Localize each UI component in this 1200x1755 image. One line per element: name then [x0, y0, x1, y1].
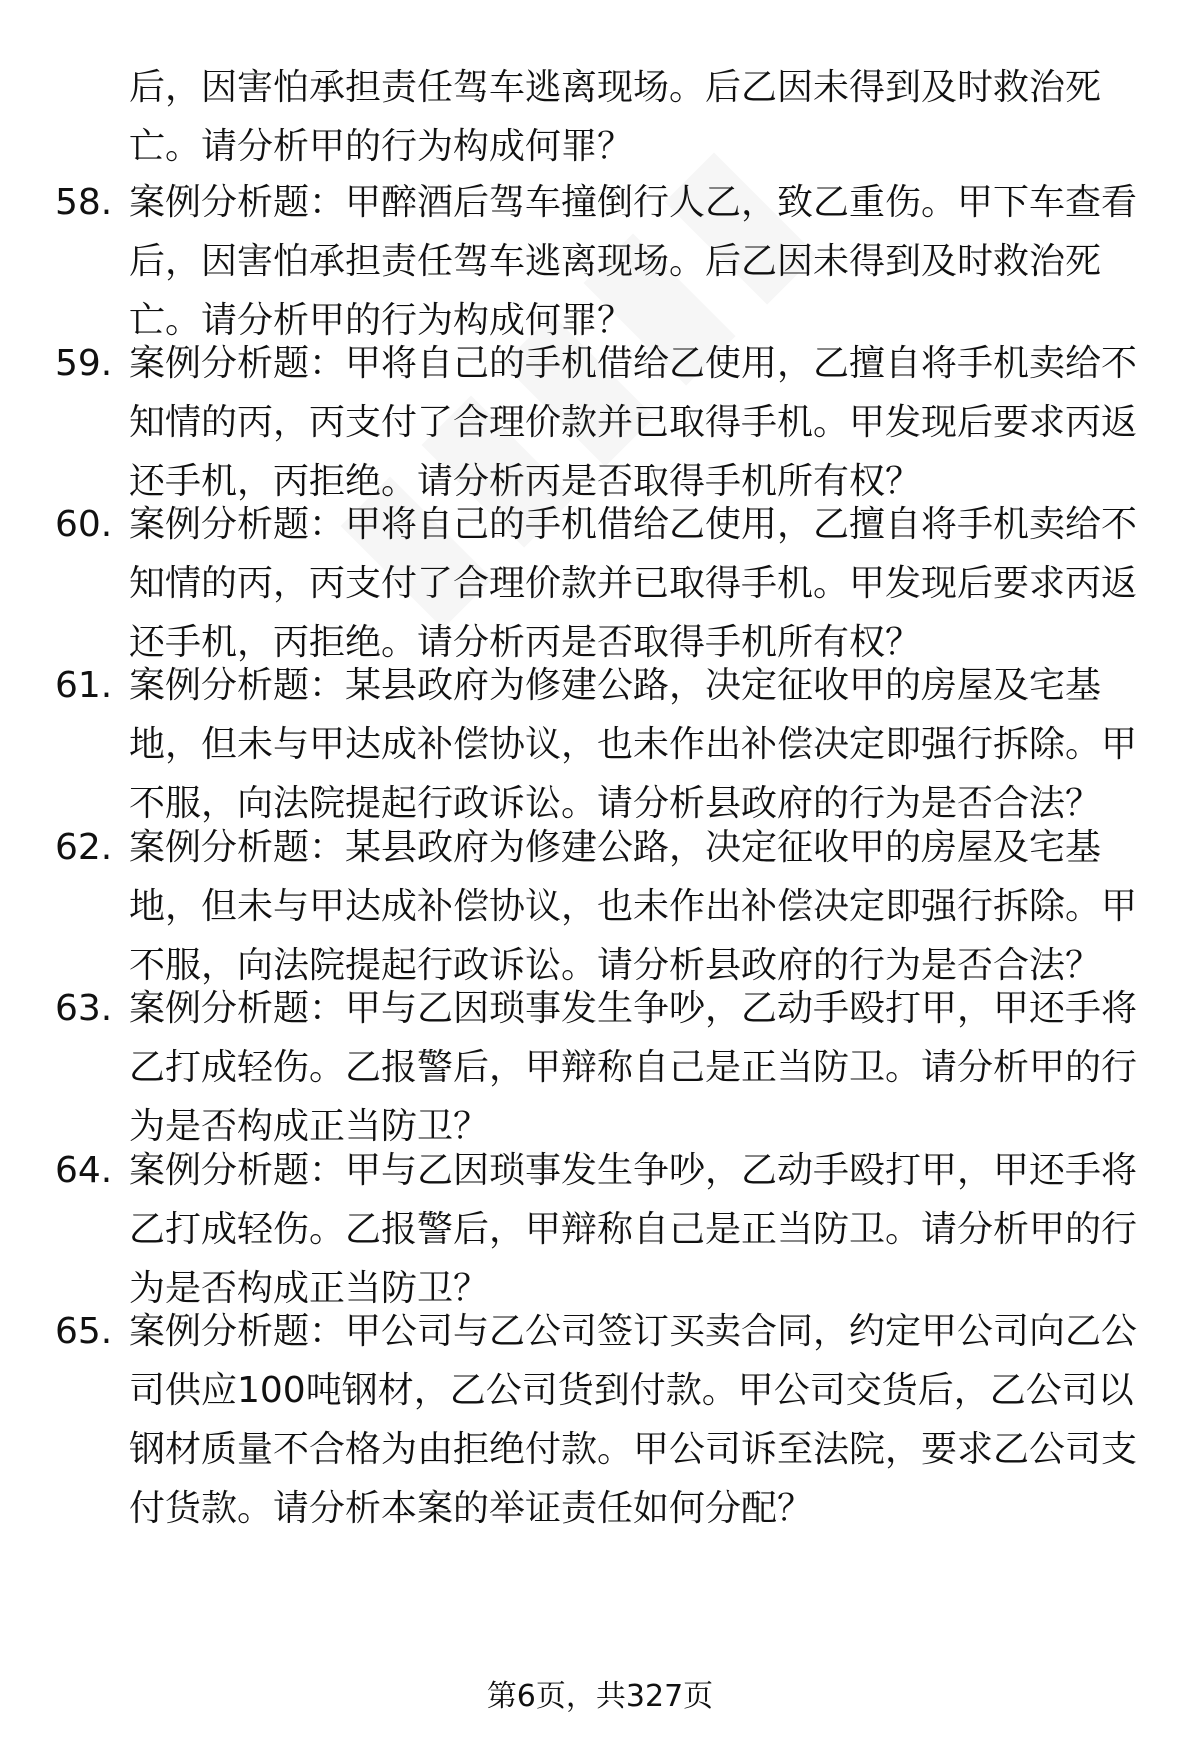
- question-text: 案例分析题：甲公司与乙公司签订买卖合同，约定甲公司向乙公司供应100吨钢材，乙公司货到付款。甲公司交货后，乙公司以钢材质量不合格为由拒绝付款。甲公司诉至法院，要求乙公司支付货款。请分析本案的举证责任如何分配？: [129, 1311, 1138, 1529]
- question-text: 案例分析题：甲与乙因琐事发生争吵，乙动手殴打甲，甲还手将乙打成轻伤。乙报警后，甲辩称自己是正当防卫。请分析甲的行为是否构成正当防卫？: [129, 988, 1138, 1147]
- question-number: 61.: [55, 665, 113, 706]
- question-number: 65.: [55, 1311, 113, 1352]
- question-text: 案例分析题：甲与乙因琐事发生争吵，乙动手殴打甲，甲还手将乙打成轻伤。乙报警后，甲辩称自己是正当防卫。请分析甲的行为是否构成正当防卫？: [129, 1150, 1138, 1309]
- question-number: 64.: [55, 1150, 113, 1191]
- question-number: 62.: [55, 827, 113, 868]
- question-text: 案例分析题：某县政府为修建公路，决定征收甲的房屋及宅基地，但未与甲达成补偿协议，也未作出补偿决定即强行拆除。甲不服，向法院提起行政诉讼。请分析县政府的行为是否合法？: [129, 827, 1138, 986]
- question-number: 58.: [55, 182, 113, 223]
- question-text: 案例分析题：甲醉酒后驾车撞倒行人乙，致乙重伤。甲下车查看后，因害怕承担责任驾车逃离现场。后乙因未得到及时救治死亡。请分析甲的行为构成何罪？: [129, 182, 1138, 341]
- question-text: 案例分析题：甲将自己的手机借给乙使用，乙擅自将手机卖给不知情的丙，丙支付了合理价款并已取得手机。甲发现后要求丙返还手机，丙拒绝。请分析丙是否取得手机所有权？: [129, 504, 1138, 663]
- question-text: 案例分析题：甲将自己的手机借给乙使用，乙擅自将手机卖给不知情的丙，丙支付了合理价款并已取得手机。甲发现后要求丙返还手机，丙拒绝。请分析丙是否取得手机所有权？: [129, 343, 1138, 502]
- question-number: 59.: [55, 343, 113, 384]
- continued-question-text: 后，因害怕承担责任驾车逃离现场。后乙因未得到及时救治死亡。请分析甲的行为构成何罪？: [129, 67, 1102, 167]
- question-number: 63.: [55, 988, 113, 1029]
- question-text: 案例分析题：某县政府为修建公路，决定征收甲的房屋及宅基地，但未与甲达成补偿协议，也未作出补偿决定即强行拆除。甲不服，向法院提起行政诉讼。请分析县政府的行为是否合法？: [129, 665, 1138, 824]
- question-number: 60.: [55, 504, 113, 545]
- page-footer: 第6页，共327页: [486, 1679, 714, 1714]
